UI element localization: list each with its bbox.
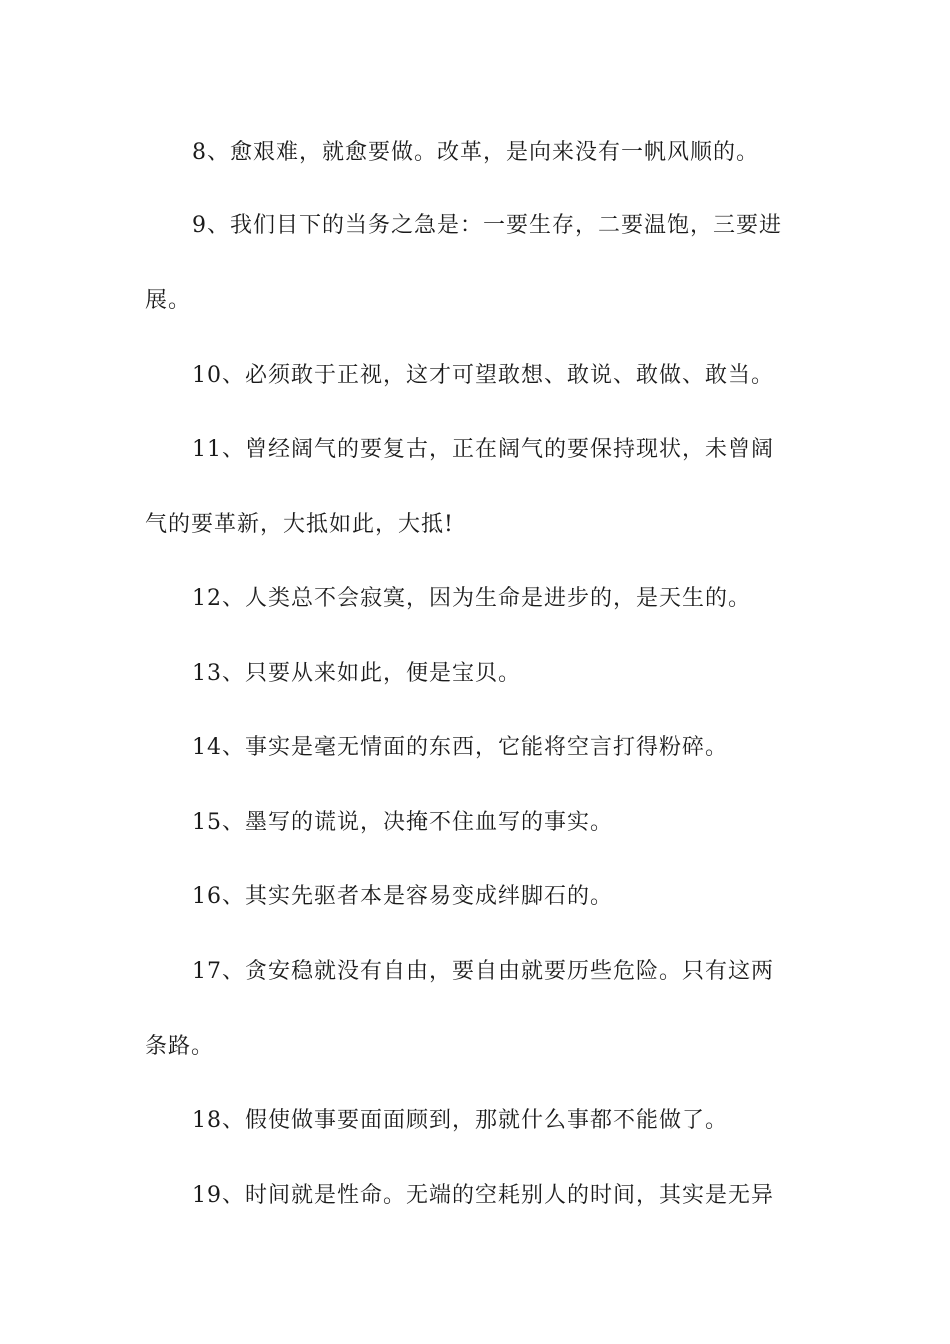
- quote-18-line-1: 18、假使做事要面面顾到，那就什么事都不能做了。: [192, 1108, 728, 1133]
- quote-10-line-1: 10、必须敢于正视，这才可望敢想、敢说、敢做、敢当。: [192, 363, 774, 388]
- quote-8-line-1: 8、愈艰难，就愈要做。改革，是向来没有一帆风顺的。: [192, 140, 759, 165]
- quote-17-line-2: 条路。: [145, 1034, 215, 1059]
- quote-17-line-1: 17、贪安稳就没有自由，要自由就要历些危险。只有这两: [192, 959, 774, 984]
- quote-15-line-1: 15、墨写的谎说，决掩不住血写的事实。: [192, 810, 613, 835]
- quote-14-line-1: 14、事实是毫无情面的东西，它能将空言打得粉碎。: [192, 735, 728, 760]
- quote-19-line-1: 19、时间就是性命。无端的空耗别人的时间，其实是无异: [192, 1183, 774, 1208]
- quote-9-line-1: 9、我们目下的当务之急是：一要生存，二要温饱，三要进: [192, 213, 782, 238]
- quote-13-line-1: 13、只要从来如此，便是宝贝。: [192, 661, 521, 686]
- quote-11-line-1: 11、曾经阔气的要复古，正在阔气的要保持现状，未曾阔: [192, 437, 774, 462]
- quote-9-line-2: 展。: [145, 288, 192, 313]
- quote-16-line-1: 16、其实先驱者本是容易变成绊脚石的。: [192, 884, 613, 909]
- quote-12-line-1: 12、人类总不会寂寞，因为生命是进步的，是天生的。: [192, 586, 751, 611]
- quote-11-line-2: 气的要革新，大抵如此，大抵!: [145, 512, 454, 537]
